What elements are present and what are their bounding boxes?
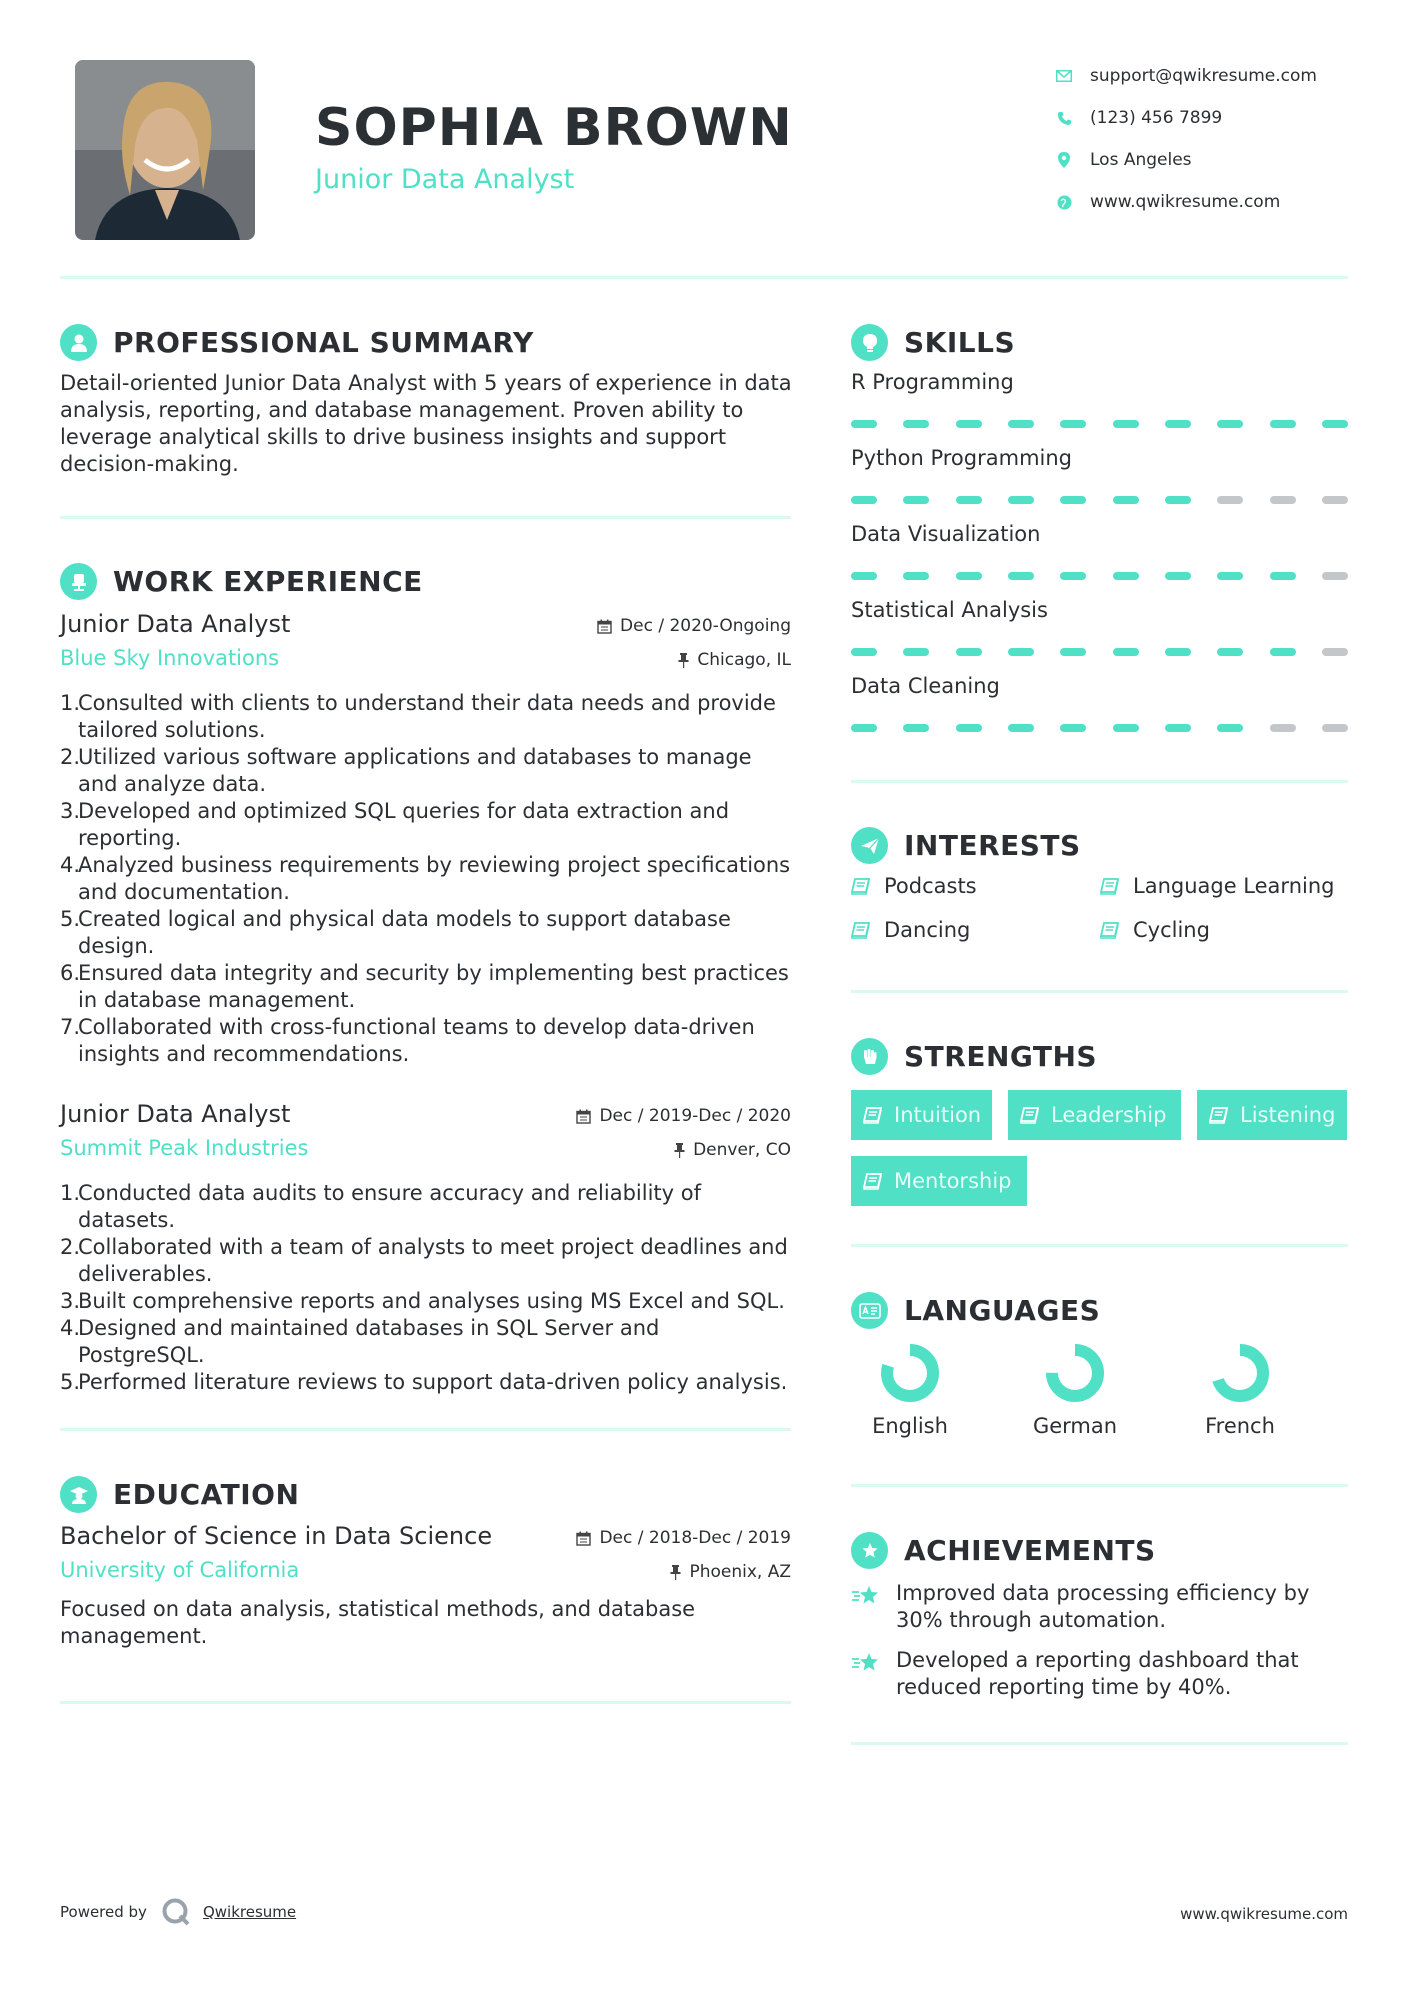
job-duties-list <box>60 1180 791 1396</box>
language-item <box>1180 1342 1300 1438</box>
candidate-title: Junior Data Analyst <box>315 164 575 195</box>
calendar-icon <box>576 1109 591 1124</box>
raised-fist-icon <box>851 1038 888 1075</box>
achievement-text: Developed a reporting dashboard that reduced reporting time by 40%. <box>896 1648 1299 1699</box>
strength-label: Intuition <box>894 1103 982 1127</box>
skill-name: Data Cleaning <box>851 674 1000 698</box>
education-date-text: Dec / 2018-Dec / 2019 <box>599 1528 791 1548</box>
job-location <box>678 650 791 670</box>
interest-label: Language Learning <box>1133 874 1335 898</box>
contact-phone-text: (123) 456 7899 <box>1090 108 1223 128</box>
paper-plane-icon <box>851 827 888 864</box>
strength-tag <box>1008 1090 1181 1140</box>
pin-icon <box>670 1565 681 1580</box>
language-item <box>850 1342 970 1438</box>
education-divider <box>60 1701 791 1704</box>
summary-text: Detail-oriented Junior Data Analyst with 5 years of experience in data analysis, reporting, and database management. Proven ability to leverage analytical skills to drive business insights and support decision-making. <box>60 371 792 476</box>
skill-level-filled <box>903 496 929 504</box>
skill-level-bar <box>851 724 1348 732</box>
strengths-heading-text: STRENGTHS <box>904 1040 1098 1073</box>
skill-level-filled <box>1008 420 1034 428</box>
job-location-text: Denver, CO <box>693 1140 791 1160</box>
education-location-text: Phoenix, AZ <box>689 1562 791 1582</box>
skill-level-empty <box>1217 496 1243 504</box>
job-entry-2 <box>60 1100 791 1170</box>
skill-level-filled <box>1113 420 1139 428</box>
job-title: Junior Data Analyst <box>60 610 291 638</box>
duty-number: 6. <box>60 961 81 985</box>
skill-level-filled <box>1270 420 1296 428</box>
footer-powered-by <box>60 1897 296 1927</box>
duty-number: 5. <box>60 1370 81 1394</box>
language-name: French <box>1205 1414 1275 1438</box>
skill-level-filled <box>851 648 877 656</box>
interests-divider <box>851 990 1348 993</box>
interests-heading-text: INTERESTS <box>904 829 1081 862</box>
interests-heading <box>851 827 1081 864</box>
duty-item <box>60 690 791 744</box>
skill-name: Data Visualization <box>851 522 1041 546</box>
pin-icon <box>674 1143 685 1158</box>
duty-text: Built comprehensive reports and analyses using MS Excel and SQL. <box>78 1289 785 1313</box>
book-icon <box>851 878 870 895</box>
skill-level-filled <box>1113 724 1139 732</box>
languages-divider <box>851 1484 1348 1487</box>
interest-label: Dancing <box>884 918 971 942</box>
graduate-icon <box>60 1476 97 1513</box>
strength-tag <box>851 1090 992 1140</box>
skill-level-empty <box>1322 724 1348 732</box>
language-name: German <box>1032 1414 1118 1438</box>
interest-item <box>851 874 977 898</box>
contact-email[interactable] <box>1054 55 1317 97</box>
job-location-text: Chicago, IL <box>697 650 791 670</box>
skill-level-filled <box>956 420 982 428</box>
achievements-divider <box>851 1742 1348 1745</box>
profile-photo <box>75 60 255 240</box>
language-level-arc <box>1052 1350 1098 1396</box>
skill-level-filled <box>1165 572 1191 580</box>
duty-text: Collaborated with cross-functional teams to develop data-driven insights and recommendations. <box>78 1015 755 1066</box>
skill-level-filled <box>903 724 929 732</box>
achievements-heading-text: ACHIEVEMENTS <box>904 1534 1156 1567</box>
skill-level-filled <box>1165 420 1191 428</box>
interest-item <box>1100 874 1334 898</box>
skill-level-filled <box>1165 724 1191 732</box>
skill-level-filled <box>956 648 982 656</box>
duty-number: 3. <box>60 1289 81 1313</box>
skill-level-filled <box>903 420 929 428</box>
education-heading <box>60 1476 299 1513</box>
book-icon <box>1209 1107 1228 1124</box>
award-badge-icon <box>851 1532 888 1569</box>
skill-level-filled <box>1322 420 1348 428</box>
duty-number: 1. <box>60 691 81 715</box>
skill-level-filled <box>1008 724 1034 732</box>
skill-level-empty <box>1270 496 1296 504</box>
interest-label: Podcasts <box>884 874 977 898</box>
achievement-text: Improved data processing efficiency by 30% through automation. <box>896 1581 1310 1632</box>
duty-item <box>60 798 791 852</box>
skill-level-filled <box>1217 648 1243 656</box>
star-sparkle-icon <box>851 1580 881 1634</box>
skill-level-filled <box>1060 496 1086 504</box>
strength-tag <box>851 1156 1027 1206</box>
skill-level-filled <box>1008 572 1034 580</box>
skills-heading-text: SKILLS <box>904 326 1016 359</box>
envelope-icon <box>1054 66 1074 86</box>
book-icon <box>863 1107 882 1124</box>
interest-label: Cycling <box>1133 918 1210 942</box>
job-entry-1 <box>60 610 791 680</box>
calendar-icon <box>576 1531 591 1546</box>
school: University of California <box>60 1558 300 1582</box>
achievement-item <box>851 1580 1351 1634</box>
contact-block <box>1054 55 1317 223</box>
duty-text: Ensured data integrity and security by implementing best practices in database management. <box>78 961 789 1012</box>
skill-level-filled <box>956 724 982 732</box>
skill-level-filled <box>1008 496 1034 504</box>
achievement-item <box>851 1647 1351 1701</box>
strengths-heading <box>851 1038 1097 1075</box>
skill-name: Python Programming <box>851 446 1073 470</box>
duty-text: Consulted with clients to understand their data needs and provide tailored solutions. <box>78 691 776 742</box>
skill-level-filled <box>956 572 982 580</box>
duty-number: 2. <box>60 1235 81 1259</box>
language-level-arc <box>887 1350 933 1396</box>
language-ring <box>879 1342 941 1404</box>
duty-number: 4. <box>60 853 81 877</box>
phone-icon <box>1054 108 1074 128</box>
duty-text: Created logical and physical data models to support database design. <box>78 907 731 958</box>
duty-item <box>60 1315 791 1369</box>
duty-text: Developed and optimized SQL queries for data extraction and reporting. <box>78 799 730 850</box>
skill-level-filled <box>1217 572 1243 580</box>
skill-level-empty <box>1322 648 1348 656</box>
duty-text: Collaborated with a team of analysts to meet project deadlines and deliverables. <box>78 1235 788 1286</box>
skill-level-filled <box>903 572 929 580</box>
languages-heading-text: LANGUAGES <box>904 1294 1101 1327</box>
strength-label: Leadership <box>1051 1103 1167 1127</box>
job-duties-list <box>60 690 791 1068</box>
skill-level-filled <box>1060 572 1086 580</box>
education-date <box>576 1528 791 1548</box>
contact-location-text: Los Angeles <box>1090 150 1192 170</box>
language-name: English <box>872 1414 948 1438</box>
duty-item <box>60 906 791 960</box>
education-entry <box>60 1522 791 1592</box>
user-icon <box>60 324 97 361</box>
book-icon <box>851 922 870 939</box>
skill-level-filled <box>1113 496 1139 504</box>
duty-item <box>60 1180 791 1234</box>
contact-phone[interactable] <box>1054 97 1317 139</box>
language-ring <box>1044 1342 1106 1404</box>
duty-item <box>60 1369 791 1396</box>
skill-level-filled <box>1165 648 1191 656</box>
language-ring <box>1209 1342 1271 1404</box>
star-sparkle-icon <box>851 1647 881 1701</box>
book-icon <box>863 1173 882 1190</box>
skill-name: Statistical Analysis <box>851 598 1048 622</box>
strength-label: Mentorship <box>894 1169 1012 1193</box>
duty-text: Utilized various software applications and databases to manage and analyze data. <box>78 745 752 796</box>
duty-text: Analyzed business requirements by reviewing project specifications and documentation. <box>78 853 791 904</box>
pin-icon <box>678 653 689 668</box>
map-pin-icon <box>1054 150 1074 170</box>
skills-heading <box>851 324 1015 361</box>
powered-by-text: Powered by <box>60 1903 147 1921</box>
job-date-text: Dec / 2019-Dec / 2020 <box>599 1106 791 1126</box>
duty-text: Designed and maintained databases in SQL Server and PostgreSQL. <box>78 1316 660 1367</box>
strengths-divider <box>851 1244 1348 1247</box>
book-icon <box>1100 922 1119 939</box>
skill-level-filled <box>851 724 877 732</box>
duty-number: 7. <box>60 1015 81 1039</box>
experience-divider <box>60 1428 791 1431</box>
contact-website-text: www.qwikresume.com <box>1090 192 1281 212</box>
language-level-arc <box>1217 1350 1263 1396</box>
interest-item <box>851 918 970 942</box>
duty-number: 5. <box>60 907 81 931</box>
job-title: Junior Data Analyst <box>60 1100 291 1128</box>
duty-number: 2. <box>60 745 81 769</box>
job-location <box>674 1140 791 1160</box>
strength-tag <box>1197 1090 1347 1140</box>
language-item <box>1015 1342 1135 1438</box>
interest-item <box>1100 918 1210 942</box>
skill-level-filled <box>1217 724 1243 732</box>
education-location <box>670 1562 791 1582</box>
duty-number: 3. <box>60 799 81 823</box>
skill-level-filled <box>1217 420 1243 428</box>
duty-item <box>60 852 791 906</box>
contact-location <box>1054 139 1317 181</box>
education-heading-text: EDUCATION <box>113 1478 300 1511</box>
skill-level-filled <box>851 420 877 428</box>
summary-heading <box>60 324 534 361</box>
skill-level-filled <box>903 648 929 656</box>
job-date <box>597 616 791 636</box>
skill-level-filled <box>851 572 877 580</box>
skill-level-filled <box>1113 648 1139 656</box>
job-company: Blue Sky Innovations <box>60 646 280 670</box>
header-divider <box>60 276 1348 279</box>
skill-level-filled <box>1165 496 1191 504</box>
skill-name: R Programming <box>851 370 1014 394</box>
achievements-heading <box>851 1532 1156 1569</box>
briefcase-chair-icon <box>60 563 97 600</box>
summary-divider <box>60 516 791 519</box>
duty-item <box>60 1288 791 1315</box>
qwikresume-link[interactable]: Qwikresume <box>202 1903 297 1921</box>
skill-level-filled <box>1008 648 1034 656</box>
experience-heading-text: WORK EXPERIENCE <box>113 565 423 598</box>
book-icon <box>1100 878 1119 895</box>
education-description: Focused on data analysis, statistical methods, and database management. <box>60 1597 696 1648</box>
job-date <box>576 1106 791 1126</box>
skill-level-filled <box>1270 572 1296 580</box>
lightbulb-icon <box>851 324 888 361</box>
experience-heading <box>60 563 423 600</box>
book-icon <box>1020 1107 1039 1124</box>
duty-text: Performed literature reviews to support data-driven policy analysis. <box>78 1370 788 1394</box>
skill-level-bar <box>851 496 1348 504</box>
skill-level-empty <box>1322 496 1348 504</box>
duty-text: Conducted data audits to ensure accuracy and reliability of datasets. <box>78 1181 701 1232</box>
calendar-icon <box>597 619 612 634</box>
job-date-text: Dec / 2020-Ongoing <box>620 616 791 636</box>
skills-divider <box>851 780 1348 783</box>
languages-heading <box>851 1292 1100 1329</box>
skill-level-filled <box>1060 420 1086 428</box>
qwikresume-logo-icon <box>161 1897 191 1927</box>
duty-item <box>60 744 791 798</box>
candidate-name: SOPHIA BROWN <box>315 98 793 158</box>
skill-level-filled <box>851 496 877 504</box>
summary-heading-text: PROFESSIONAL SUMMARY <box>113 326 534 359</box>
duty-number: 1. <box>60 1181 81 1205</box>
skill-level-filled <box>1060 724 1086 732</box>
skill-level-empty <box>1270 724 1296 732</box>
skill-level-filled <box>1270 648 1296 656</box>
job-company: Summit Peak Industries <box>60 1136 309 1160</box>
skill-level-filled <box>956 496 982 504</box>
skill-level-bar <box>851 420 1348 428</box>
duty-number: 4. <box>60 1316 81 1340</box>
degree: Bachelor of Science in Data Science <box>60 1522 493 1550</box>
skill-level-filled <box>1113 572 1139 580</box>
skill-level-empty <box>1322 572 1348 580</box>
contact-website[interactable] <box>1054 181 1317 223</box>
skill-level-bar <box>851 648 1348 656</box>
globe-icon <box>1054 192 1074 212</box>
duty-item <box>60 1234 791 1288</box>
language-card-icon <box>851 1292 888 1329</box>
skill-level-bar <box>851 572 1348 580</box>
skill-level-filled <box>1060 648 1086 656</box>
duty-item <box>60 960 791 1014</box>
contact-email-text: support@qwikresume.com <box>1090 66 1317 86</box>
strength-label: Listening <box>1240 1103 1336 1127</box>
duty-item <box>60 1014 791 1068</box>
footer-website[interactable]: www.qwikresume.com <box>1180 1905 1348 1923</box>
